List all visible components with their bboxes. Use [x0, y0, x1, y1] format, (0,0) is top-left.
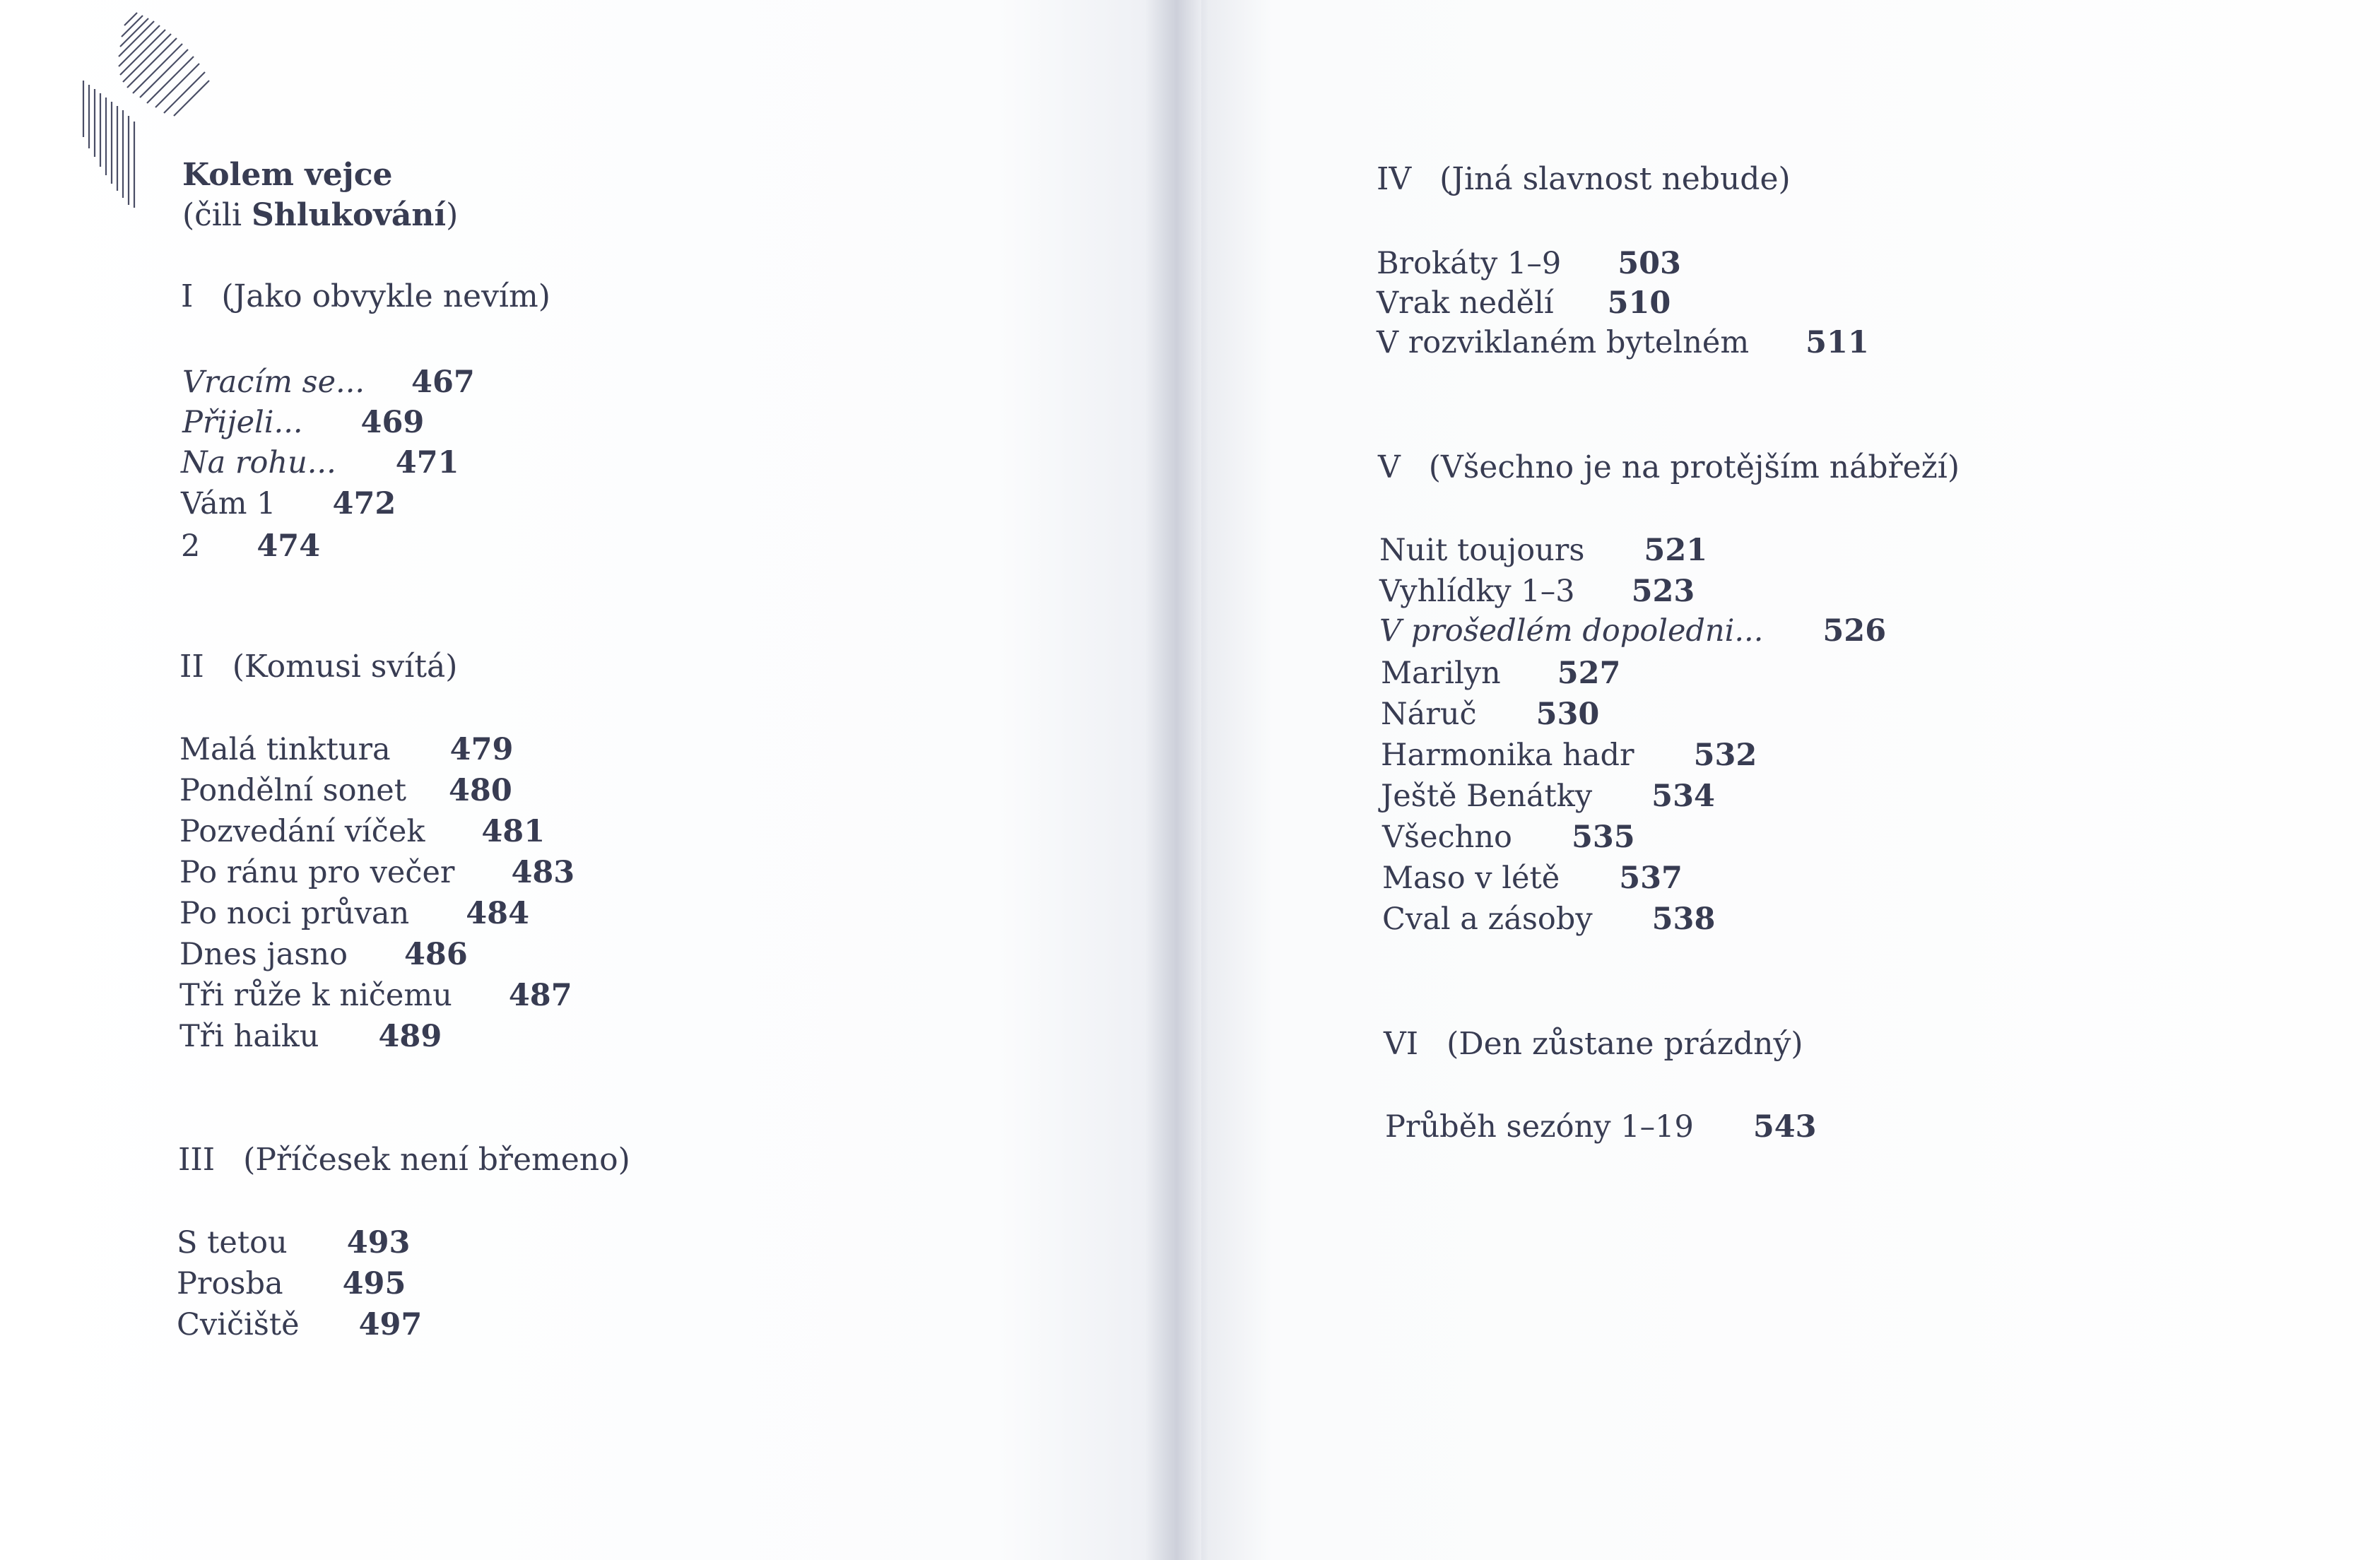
entry-page: 521: [1644, 533, 1708, 568]
entry-page: 472: [332, 486, 396, 521]
toc-entry: [1377, 285, 1671, 321]
section-name: (Jako obvykle nevím): [221, 278, 550, 314]
entry-title: Nuit toujours: [1379, 533, 1585, 568]
entry-title: Malá tinktura: [179, 732, 391, 767]
entry-page: 487: [508, 978, 572, 1013]
entry-title: Cval a zásoby: [1382, 902, 1593, 937]
entry-title: Průběh sezóny 1–19: [1385, 1109, 1694, 1145]
entry-title: V prošedlém dopoledni...: [1379, 613, 1764, 649]
subtitle-prefix: (čili: [182, 197, 252, 233]
entry-title: S tetou: [177, 1225, 288, 1260]
entry-title: Ještě Benátky: [1381, 779, 1593, 814]
entry-page: 538: [1651, 902, 1716, 937]
toc-entry: [181, 486, 396, 521]
toc-entry: [177, 1225, 411, 1260]
entry-title: Po ránu pro večer: [179, 855, 455, 890]
entry-page: 471: [395, 445, 459, 480]
entry-page: 486: [403, 937, 468, 972]
toc-entry: [1381, 781, 1715, 812]
right-page: [1201, 0, 2380, 1560]
entry-title: Prosba: [177, 1266, 283, 1301]
section-name: (Příčesek není břemeno): [243, 1142, 630, 1178]
entry-title: Maso v létě: [1382, 861, 1560, 896]
entry-page: 481: [481, 814, 546, 849]
toc-entry: [179, 896, 529, 931]
entry-page: 543: [1752, 1109, 1817, 1145]
toc-entry: [1379, 533, 1708, 568]
section-name: (Den zůstane prázdný): [1447, 1026, 1803, 1062]
entry-title: Tři haiku: [179, 1019, 319, 1054]
section-roman: IV: [1377, 161, 1412, 197]
toc-entry: [1377, 325, 1869, 360]
toc-entry: [179, 773, 512, 808]
subtitle-suffix: ): [446, 197, 459, 233]
section-heading-iii: [178, 1142, 630, 1178]
toc-entry: [179, 978, 572, 1013]
entry-title: Dnes jasno: [179, 937, 348, 972]
entry-title: 2: [181, 528, 201, 564]
entry-title: Brokáty 1–9: [1377, 246, 1562, 281]
toc-entry: [1385, 1109, 1817, 1145]
entry-title: Tři růže k ničemu: [179, 978, 452, 1013]
entry-title: Všechno: [1382, 820, 1512, 855]
entry-title: Náruč: [1381, 697, 1477, 732]
toc-entry: [182, 405, 425, 440]
left-page: [0, 0, 1173, 1560]
toc-entry: [179, 814, 546, 849]
entry-title: Cvičiště: [177, 1307, 300, 1342]
entry-page: 469: [360, 405, 425, 440]
entry-page: 497: [358, 1307, 423, 1342]
entry-page: 534: [1651, 779, 1715, 814]
section-heading-v: [1378, 449, 1960, 485]
section-name: (Komusi svítá): [232, 649, 458, 685]
entry-title: Přijeli...: [182, 405, 303, 440]
toc-entry: [1381, 699, 1599, 730]
entry-title: Vám 1: [181, 486, 276, 521]
subtitle-bold: Shlukování: [252, 197, 447, 233]
toc-entry: [1381, 658, 1620, 689]
entry-title: Marilyn: [1381, 656, 1501, 691]
entry-page: 511: [1805, 325, 1869, 360]
entry-page: 484: [466, 896, 529, 931]
entry-page: 483: [511, 855, 575, 890]
entry-title: Pozvedání víček: [179, 814, 425, 849]
toc-entry: [1382, 904, 1715, 935]
toc-entry: [179, 732, 514, 767]
section-heading-i: [181, 278, 550, 314]
entry-title: Harmonika hadr: [1381, 738, 1634, 773]
section-roman: I: [181, 278, 194, 314]
toc-entry: [1377, 246, 1681, 281]
book-title: Kolem vejce: [182, 157, 393, 193]
section-roman: II: [179, 649, 204, 685]
entry-page: 479: [449, 732, 514, 767]
entry-page: 510: [1607, 285, 1671, 321]
toc-entry: [1379, 613, 1887, 649]
book-subtitle: [182, 197, 459, 233]
entry-page: 495: [342, 1266, 406, 1301]
entry-page: 530: [1536, 697, 1600, 732]
entry-page: 467: [411, 365, 475, 400]
entry-page: 526: [1822, 613, 1887, 649]
entry-page: 489: [378, 1019, 442, 1054]
toc-entry: [1381, 740, 1757, 771]
entry-title: Pondělní sonet: [179, 773, 406, 808]
toc-entry: [1379, 574, 1695, 609]
toc-entry: [179, 1019, 442, 1054]
entry-page: 535: [1571, 820, 1635, 855]
section-roman: V: [1378, 449, 1401, 485]
toc-entry: [177, 1266, 406, 1301]
section-heading-vi: [1384, 1026, 1803, 1062]
section-roman: VI: [1384, 1026, 1419, 1062]
entry-page: 527: [1557, 656, 1621, 691]
section-heading-ii: [179, 649, 458, 685]
toc-entry: [181, 445, 459, 480]
entry-title: Na rohu...: [181, 445, 336, 480]
entry-page: 537: [1619, 861, 1683, 896]
entry-page: 474: [257, 528, 321, 564]
toc-entry: [179, 855, 575, 890]
section-heading-iv: [1377, 161, 1791, 197]
entry-page: 532: [1693, 738, 1757, 773]
entry-title: V rozviklaném bytelném: [1377, 325, 1750, 360]
entry-title: Vyhlídky 1–3: [1379, 574, 1575, 609]
entry-title: Vrak nedělí: [1377, 285, 1554, 321]
toc-entry: [177, 1307, 423, 1342]
toc-entry: [179, 937, 468, 972]
toc-entry: [181, 528, 321, 564]
toc-entry: [1382, 863, 1683, 894]
entry-page: 523: [1631, 574, 1695, 609]
toc-entry: [1382, 822, 1635, 853]
entry-title: Po noci průvan: [179, 896, 410, 931]
entry-page: 493: [346, 1225, 411, 1260]
book-gutter: [1145, 0, 1208, 1560]
entry-page: 503: [1618, 246, 1681, 281]
entry-page: 480: [449, 773, 512, 808]
section-name: (Všechno je na protějším nábřeží): [1428, 449, 1960, 485]
entry-title: Vracím se...: [182, 365, 365, 400]
section-roman: III: [178, 1142, 216, 1178]
toc-entry: [182, 367, 475, 398]
section-name: (Jiná slavnost nebude): [1439, 161, 1791, 197]
